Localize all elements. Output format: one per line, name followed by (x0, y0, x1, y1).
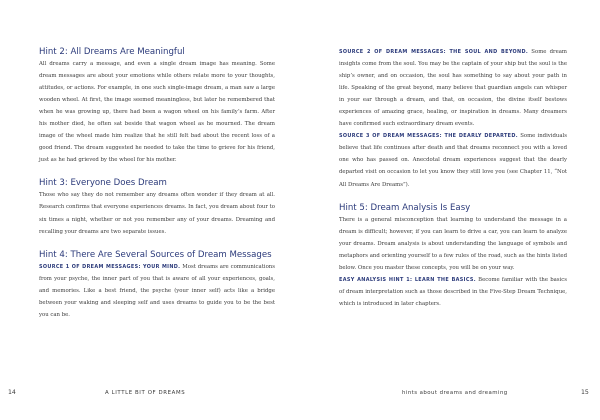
spacer (39, 238, 275, 249)
source-3-paragraph (339, 130, 567, 190)
easy-hint-1-paragraph (339, 274, 567, 310)
running-head-right: hints about dreams and dreaming (402, 390, 508, 396)
hint-3-heading: Hint 3: Everyone Does Dream (39, 178, 167, 189)
source-2-lead: SOURCE 2 OF DREAM MESSAGES: THE SOUL AND BEYOND. (339, 49, 529, 55)
source-2-body: Some dream insights come from the soul. You may be the captain of your ship but the soul is the ship’s owner, and on occasion, the soul has something to say about your path in life. Speaking of the great beyond, many believe that guardian angels can whisper in your ear through a dream, and that, on occasion, the divine itself bestows experiences of amazing grace, healing, or inspiration in dreams. Many dreamers have confirmed such extraordinary dream events. (339, 49, 567, 128)
running-head-left: A LITTLE BIT OF DREAMS (105, 390, 186, 396)
hint-2-heading: Hint 2: All Dreams Are Meaningful (39, 47, 185, 57)
easy-hint-1-lead: EASY ANALYSIS HINT 1: LEARN THE BASICS. (339, 276, 476, 283)
right-page (300, 0, 600, 420)
spacer (339, 191, 567, 202)
page-number-left: 14 (8, 389, 16, 396)
source-1-lead: SOURCE 1 OF DREAM MESSAGES: YOUR MIND. (39, 263, 181, 270)
hint-3-body: Those who say they do not remember any dreams often wonder if they dream at all. Research confirms that everyone experiences dreams. In fact, you dream about four to six times a night, whether or not you remember any of your dreams. Dreaming and recalling your dreams are two separate issues. (39, 192, 275, 235)
hint-5-heading: Hint 5: Dream Analysis Is Easy (339, 202, 471, 213)
source-1-body: Most dreams are communications from your psyche, the inner part of you that is aware of all your experiences, goals, and memories. Like a best friend, the psyche (your inner self) acts like a bridge between your waking and sleeping self and uses dreams to guide you to be the best you can be. (39, 263, 275, 318)
source-3-body: Some individuals believe that life continues after death and that dreams reconnect you with a loved one who has passed on. Anecdotal dream experiences suggest that the dearly departed visit on occasion to let you know they still love you (see Chapter 11, “Not All Dreams Are Dreams”). (339, 133, 568, 188)
left-column (39, 46, 275, 321)
hint-2-body: All dreams carry a message, and even a single dream image has meaning. Some dream messages are about your emotions while others relate more to your thoughts, attitudes, or actions. For example, in one such single-image dream, a man saw a large wooden wheel. At first, the image seemed meaningless, but later he remembered that when he was growing up, there had been a wagon wheel on his family’s farm. After his mother died, he often sat beside that wagon wheel as he mourned. The dream image of the wheel made him realize that he still felt bad about the recent loss of a good friend. The dream suggested he needed to take the time to grieve for his friend, just as he had grieved by the wheel for his mother. (39, 61, 275, 164)
page-number-right: 15 (581, 389, 589, 396)
hint-4-paragraph (39, 261, 275, 321)
hint-4-heading: Hint 4: There Are Several Sources of Dream Messages (39, 249, 272, 260)
spacer (39, 166, 275, 177)
hint-5-body: There is a general misconception that learning to understand the message in a dream is difficult; however, if you can learn to drive a car, you can learn to analyze your dreams. Dream analysis is about understanding the language of symbols and metaphors and orienting yourself to a few rules of the road, such as the hints listed below. Once you master these concepts, you will be on your way. (339, 216, 567, 271)
source-2-paragraph (339, 46, 567, 130)
source-3-lead: SOURCE 3 OF DREAM MESSAGES: THE DEARLY DEPARTED. (339, 133, 518, 140)
right-column (339, 46, 567, 310)
easy-hint-1-body: Become familiar with the basics of dream interpretation such as those described in the Five-Step Dream Technique, which is introduced in later chapters. (339, 276, 567, 307)
